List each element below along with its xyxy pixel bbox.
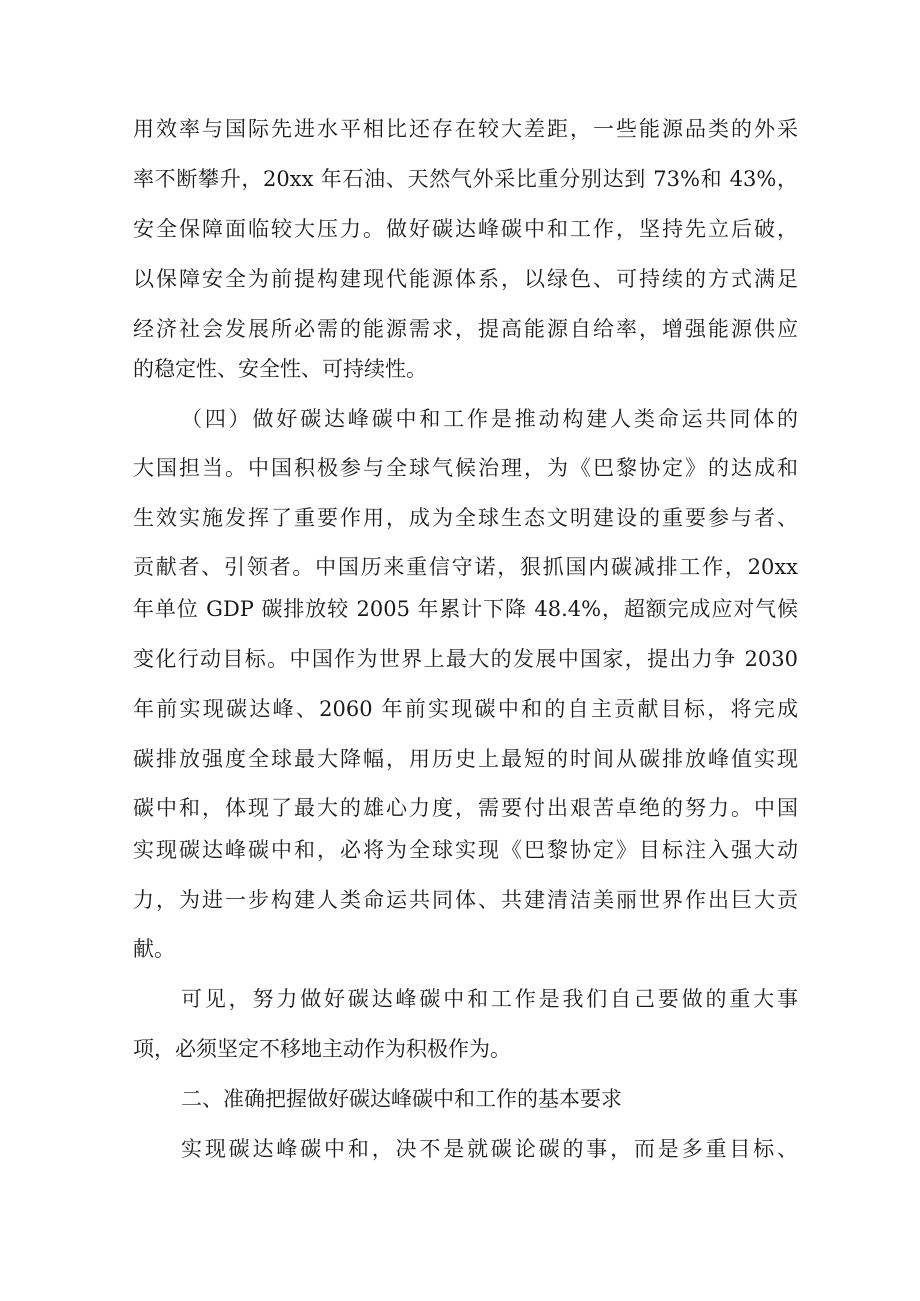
- section-heading-line: 二、准确把握做好碳达峰碳中和工作的基本要求: [181, 1087, 622, 1111]
- text-line: 贡献者、引领者。中国历来重信守诺，狠抓国内碳减排工作，20xx: [133, 555, 798, 579]
- text-line: 的稳定性、安全性、可持续性。: [133, 357, 427, 381]
- text-line: 生效实施发挥了重要作用，成为全球生态文明建设的重要参与者、: [133, 506, 798, 530]
- text-line: 变化行动目标。中国作为世界上最大的发展中国家，提出力争 2030: [133, 647, 798, 671]
- text-line: 率不断攀升，20xx 年石油、天然气外采比重分别达到 73%和 43%，: [133, 167, 798, 191]
- text-line: 年前实现碳达峰、2060 年前实现碳中和的自主贡献目标，将完成: [133, 697, 798, 721]
- text-line: 经济社会发展所必需的能源需求，提高能源自给率，增强能源供应: [133, 317, 798, 341]
- text-line: 项，必须坚定不移地主动作为积极作为。: [133, 1037, 511, 1061]
- text-line: 以保障安全为前提构建现代能源体系，以绿色、可持续的方式满足: [133, 267, 798, 291]
- text-line: 献。: [133, 937, 175, 961]
- text-line: 碳中和，体现了最大的雄心力度，需要付出艰苦卓绝的努力。中国: [133, 796, 798, 820]
- text-line: 年单位 GDP 碳排放较 2005 年累计下降 48.4%，超额完成应对气候: [133, 597, 798, 621]
- text-line: 实现碳达峰碳中和，决不是就碳论碳的事，而是多重目标、: [181, 1137, 798, 1161]
- text-line: 大国担当。中国积极参与全球气候治理，为《巴黎协定》的达成和: [133, 456, 798, 480]
- section-heading-line: （四）做好碳达峰碳中和工作是推动构建人类命运共同体的: [181, 407, 798, 431]
- text-line: 实现碳达峰碳中和，必将为全球实现《巴黎协定》目标注入强大动: [133, 838, 798, 862]
- text-line: 用效率与国际先进水平相比还存在较大差距，一些能源品类的外采: [133, 117, 798, 141]
- text-line: 碳排放强度全球最大降幅，用历史上最短的时间从碳排放峰值实现: [133, 747, 798, 771]
- text-line: 可见，努力做好碳达峰碳中和工作是我们自己要做的重大事: [181, 987, 798, 1011]
- text-line: 安全保障面临较大压力。做好碳达峰碳中和工作，坚持先立后破，: [133, 217, 798, 241]
- text-line: 力，为进一步构建人类命运共同体、共建清洁美丽世界作出巨大贡: [133, 888, 798, 912]
